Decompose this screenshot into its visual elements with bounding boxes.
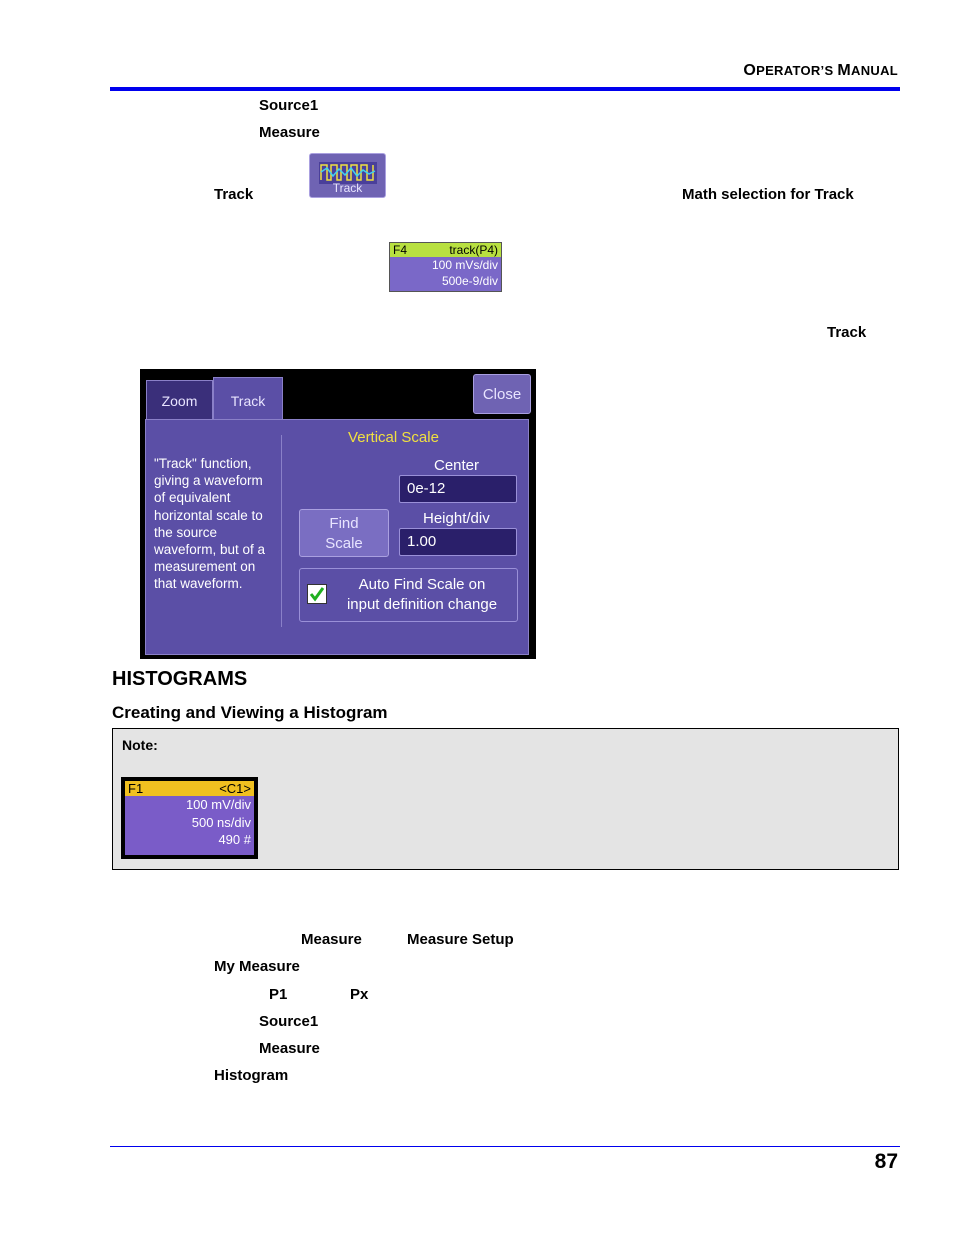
height-div-field[interactable]: 1.00: [399, 528, 517, 556]
f1-trace-descriptor[interactable]: [125, 781, 254, 855]
step-px: Px: [350, 986, 369, 1003]
checkmark-icon: [308, 585, 326, 603]
step-my-measure: My Measure: [214, 958, 300, 975]
find-scale-line1: Find: [329, 515, 359, 532]
f1-descriptor-frame: [121, 777, 258, 859]
label-measure: Measure: [259, 124, 320, 141]
track-button-label: Track: [332, 181, 363, 195]
center-label: Center: [434, 457, 480, 474]
height-div-label: Height/div: [423, 510, 490, 527]
manual-title: OPERATOR’S MANUAL: [743, 62, 898, 79]
header-rule: [110, 87, 900, 91]
track-setup-dialog: [140, 369, 536, 659]
f4-trace-descriptor[interactable]: [389, 242, 502, 292]
page-number: 87: [874, 1150, 898, 1173]
track-panel: [145, 419, 529, 655]
step-source1: Source1: [259, 1013, 319, 1030]
auto-find-line1: Auto Find Scale on: [358, 576, 486, 593]
f4-vertical-scale: 100 mVs/div: [431, 258, 498, 272]
section-subheading: Creating and Viewing a Histogram: [112, 703, 388, 722]
find-scale-line2: Scale: [325, 535, 363, 552]
step-measure: Measure: [301, 931, 362, 948]
find-scale-button[interactable]: [299, 509, 389, 557]
label-math-selection: Math selection for Track: [682, 186, 854, 203]
f4-horizontal-scale: 500e-9/div: [441, 274, 498, 288]
note-box: [112, 728, 899, 870]
step-measure-setup: Measure Setup: [407, 931, 514, 948]
f4-id: F4: [393, 243, 408, 257]
auto-find-scale-label: [332, 575, 512, 615]
section-heading: HISTOGRAMS: [112, 668, 248, 690]
label-track-right: Track: [827, 324, 867, 341]
auto-find-line2: input definition change: [346, 596, 498, 613]
step-p1: P1: [269, 986, 288, 1003]
f1-vertical-scale: 100 mV/div: [185, 797, 251, 812]
label-track: Track: [214, 186, 254, 203]
tab-zoom[interactable]: Zoom: [146, 380, 213, 420]
track-description: "Track" function, giving a waveform of equivalent horizontal scale to the source waveform, but of a measurement on that waveform.: [154, 456, 266, 592]
f4-function: track(P4): [449, 243, 498, 257]
f1-id: F1: [128, 781, 144, 796]
label-source1: Source1: [259, 97, 319, 114]
track-function-button[interactable]: [309, 153, 386, 198]
f1-source: <C1>: [219, 781, 251, 796]
auto-find-scale-checkbox[interactable]: [307, 584, 327, 604]
step-measure-2: Measure: [259, 1040, 320, 1057]
panel-divider: [281, 435, 282, 627]
auto-find-scale-option[interactable]: [299, 568, 518, 622]
tab-track[interactable]: Track: [213, 377, 283, 423]
footer-rule: [110, 1146, 900, 1147]
step-histogram: Histogram: [214, 1067, 289, 1084]
f1-horizontal-scale: 500 ns/div: [191, 814, 251, 830]
note-label: Note:: [122, 737, 158, 753]
close-button[interactable]: Close: [473, 374, 531, 414]
vertical-scale-title: Vertical Scale: [348, 429, 439, 446]
center-field[interactable]: 0e-12: [399, 475, 517, 503]
f1-count: 490 #: [218, 832, 251, 847]
